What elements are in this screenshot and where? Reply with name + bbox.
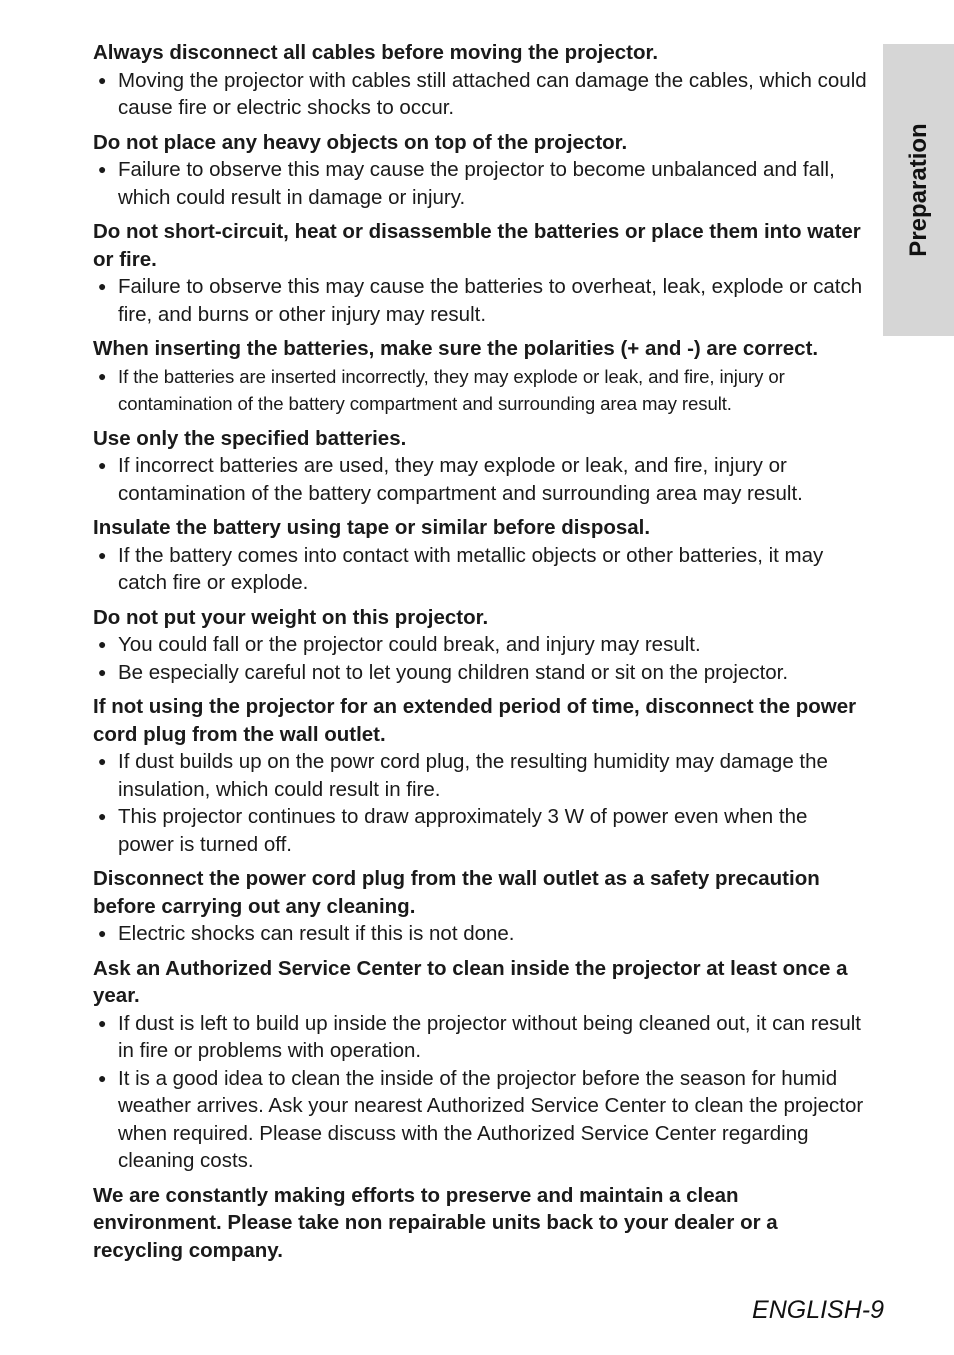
section-heading: We are constantly making efforts to preserve and maintain a clean environment. Please take non repairable units back to your dealer or a recycling company. [93, 1183, 778, 1262]
bullet-text: Moving the projector with cables still attached can damage the cables, which could cause fire or electric shocks to occur. [118, 68, 867, 119]
bullet-dot-icon: ● [98, 925, 107, 941]
bullet-item [93, 1065, 868, 1175]
section-polarities [93, 335, 868, 418]
bullet-dot-icon: ● [98, 278, 107, 294]
bullet-dot-icon: ● [98, 457, 107, 473]
bullet-text: If dust is left to build up inside the projector without being cleaned out, it can result in fire or problems with operation. [118, 1011, 861, 1062]
bullet-text: If the battery comes into contact with metallic objects or other batteries, it may catch fire or explode. [118, 543, 824, 594]
page-number: ENGLISH-9 [752, 1296, 884, 1324]
bullet-item [93, 67, 868, 122]
section-short-circuit [93, 218, 868, 328]
bullet-item [93, 631, 868, 659]
bullet-dot-icon: ● [98, 753, 107, 769]
bullet-dot-icon: ● [98, 636, 107, 652]
bullet-text: Failure to observe this may cause the projector to become unbalanced and fall, which could result in damage or injury. [118, 158, 835, 209]
bullet-text: Electric shocks can result if this is not done. [118, 922, 515, 945]
bullet-item [93, 748, 868, 803]
section-environment [93, 1182, 868, 1265]
bullet-text: Failure to observe this may cause the batteries to overheat, leak, explode or catch fire, and burns or other injury may result. [118, 275, 863, 326]
section-cleaning-safety [93, 865, 868, 948]
section-cables [93, 39, 868, 122]
bullet-item [93, 542, 868, 597]
section-heading: Ask an Authorized Service Center to clean inside the projector at least once a year. [93, 956, 848, 1007]
bullet-item [93, 273, 868, 328]
side-tab-preparation [883, 44, 954, 336]
bullet-item [93, 452, 868, 507]
bullet-text: If the batteries are inserted incorrectly, they may explode or leak, and fire, injury or contamination of the battery compartment and surrounding area may result. [118, 365, 785, 414]
bullet-item [93, 803, 868, 858]
bullet-dot-icon: ● [98, 546, 107, 563]
bullet-text: If incorrect batteries are used, they may explode or leak, and fire, injury or contamination of the battery compartment and surrounding area may result. [118, 454, 803, 505]
section-heading: Do not place any heavy objects on top of the projector. [93, 130, 628, 154]
bullet-text: Be especially careful not to let young children stand or sit on the projector. [118, 660, 789, 684]
bullet-text: If dust builds up on the powr cord plug, the resulting humidity may damage the insulation, which could result in fire. [118, 750, 828, 801]
bullet-item [93, 363, 868, 418]
bullet-item [93, 659, 868, 687]
side-tab-label: Preparation [904, 123, 932, 257]
bullet-dot-icon: ● [98, 71, 107, 88]
bullet-text: You could fall or the projector could break, and injury may result. [118, 633, 701, 656]
section-heading: Disconnect the power cord plug from the wall outlet as a safety precaution before carrying out any cleaning. [93, 867, 820, 918]
bullet-dot-icon: ● [98, 1069, 107, 1086]
bullet-dot-icon: ● [98, 808, 107, 824]
section-extended-period [93, 693, 868, 858]
section-heading: Do not short-circuit, heat or disassemble the batteries or place them into water or fire. [93, 220, 861, 271]
section-heading: Always disconnect all cables before moving the projector. [93, 41, 659, 64]
section-weight [93, 604, 868, 687]
bullet-dot-icon: ● [98, 1014, 107, 1031]
section-insulate-battery [93, 514, 868, 597]
section-specified-batteries [93, 425, 868, 508]
bullet-text: This projector continues to draw approximately 3 W of power even when the power is turned off. [118, 805, 808, 856]
page-content [93, 39, 868, 1271]
bullet-item [93, 920, 868, 948]
bullet-dot-icon: ● [98, 367, 107, 384]
bullet-dot-icon: ● [98, 161, 107, 177]
section-heavy-objects [93, 129, 868, 212]
section-heading: Use only the specified batteries. [93, 426, 407, 450]
bullet-dot-icon: ● [98, 663, 107, 680]
section-heading: Do not put your weight on this projector. [93, 605, 489, 629]
bullet-item [93, 1010, 868, 1065]
bullet-text: It is a good idea to clean the inside of the projector before the season for humid weather arrives. Ask your nearest Authorized Service Center to clean the projector when required. Please discuss with the Authorized Service Center regarding cleaning costs. [118, 1066, 864, 1172]
bullet-item [93, 156, 868, 211]
section-heading: When inserting the batteries, make sure the polarities (+ and -) are correct. [93, 337, 819, 360]
section-service-center [93, 955, 868, 1175]
section-heading: If not using the projector for an extended period of time, disconnect the power cord plug from the wall outlet. [93, 695, 857, 746]
section-heading: Insulate the battery using tape or similar before disposal. [93, 516, 651, 539]
